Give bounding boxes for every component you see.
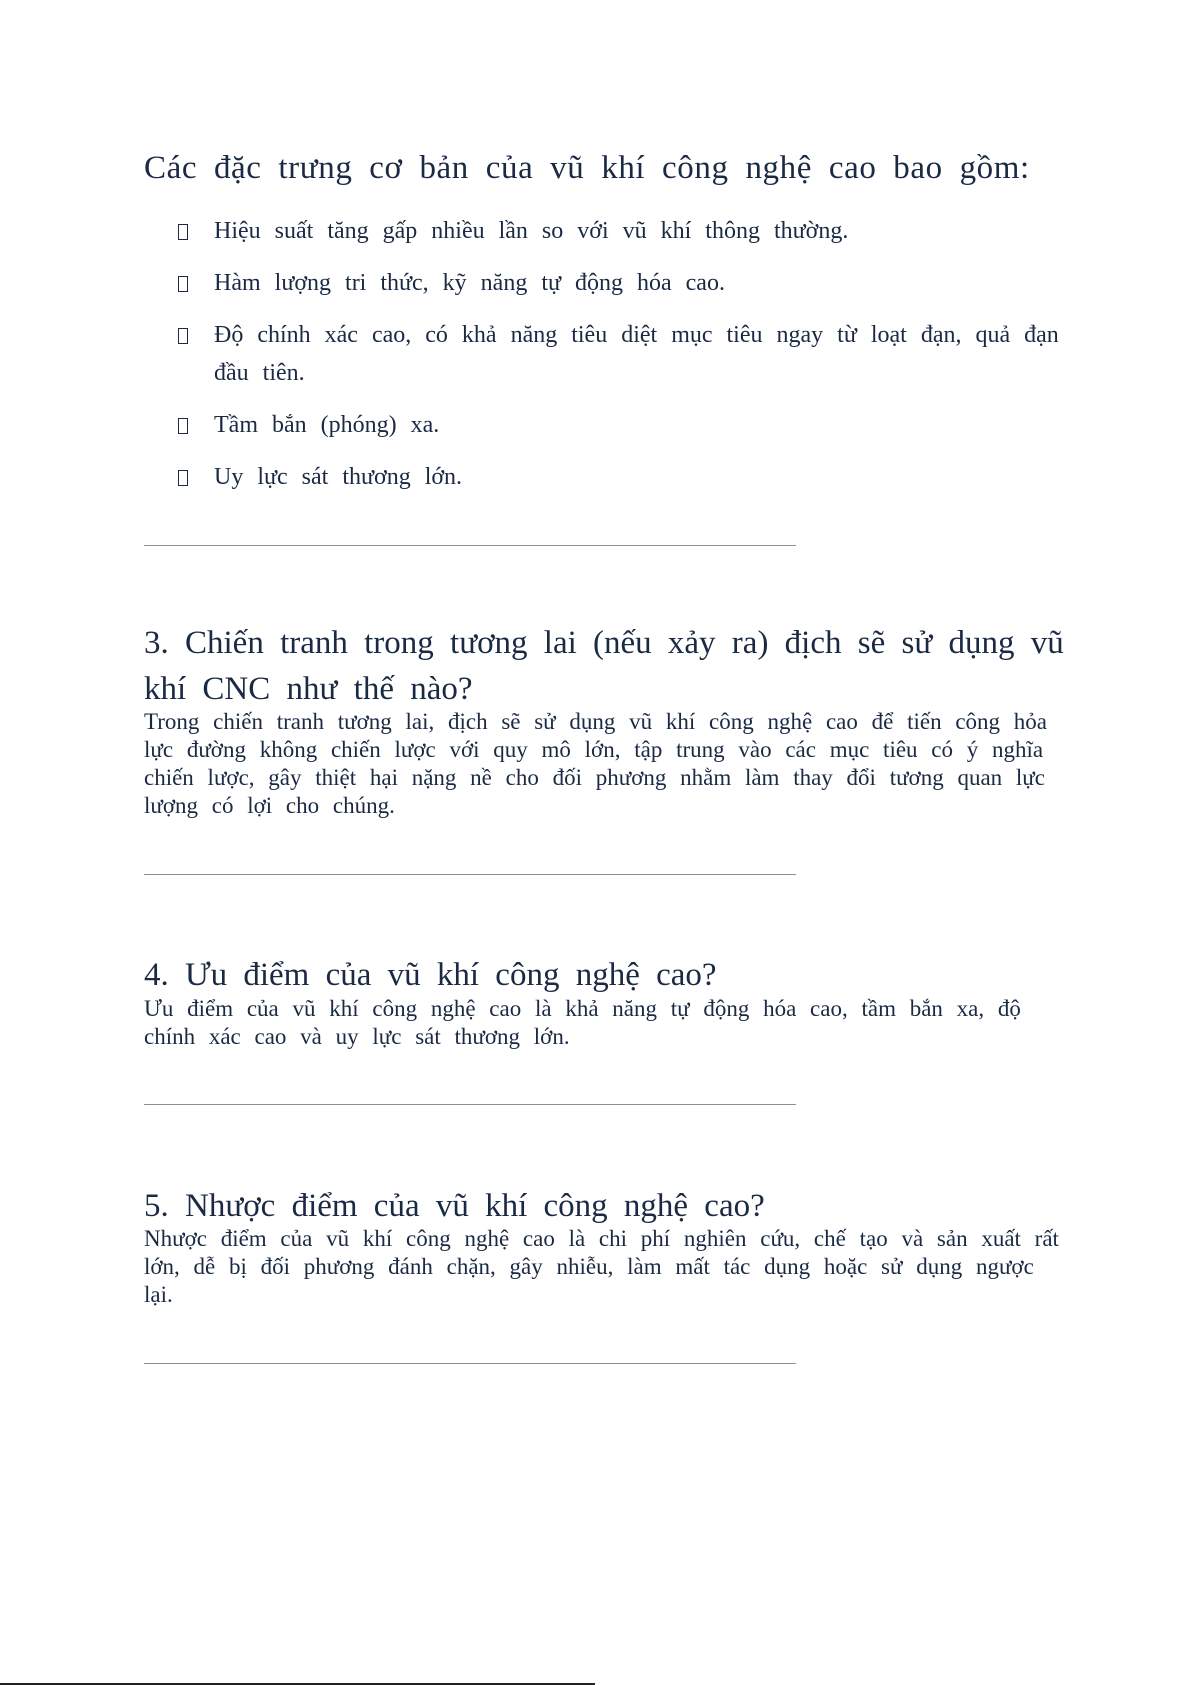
list-item: [178, 458, 1098, 496]
list-item: [178, 264, 1098, 302]
list-item-text: Độ chính xác cao, có khả năng tiêu diệt mục tiêu ngay từ loạt đạn, quả đạn đầu tiên.: [214, 322, 1059, 386]
question-3-title: 3. Chiến tranh trong tương lai (nếu xảy ra) địch sẽ sử dụng vũ khí CNC như thế nào?: [144, 625, 1064, 707]
characteristics-list: [178, 212, 1098, 510]
bullet-box-icon: [178, 470, 188, 486]
bullet-box-icon: [178, 224, 188, 240]
list-item-text: Tầm bắn (phóng) xa.: [214, 412, 440, 438]
section-divider: [144, 545, 796, 546]
section-divider: [144, 874, 796, 875]
section-divider: [144, 1104, 796, 1105]
intro-heading: Các đặc trưng cơ bản của vũ khí công nghệ cao bao gồm:: [144, 150, 1030, 186]
question-5-answer: Nhược điểm của vũ khí công nghệ cao là chi phí nghiên cứu, chế tạo và sản xuất rất lớn, dễ bị đối phương đánh chặn, gây nhiễu, làm mất tác dụng hoặc sử dụng ngược lại.: [144, 1226, 1059, 1307]
bullet-box-icon: [178, 276, 188, 292]
list-item-text: Hàm lượng tri thức, kỹ năng tự động hóa cao.: [214, 270, 725, 296]
section-divider: [144, 1363, 796, 1364]
question-4-answer: Ưu điểm của vũ khí công nghệ cao là khả năng tự động hóa cao, tầm bắn xa, độ chính xác cao và uy lực sát thương lớn.: [144, 996, 1021, 1049]
list-item-text: Hiệu suất tăng gấp nhiều lần so với vũ khí thông thường.: [214, 218, 849, 244]
bullet-box-icon: [178, 328, 188, 344]
list-item: [178, 406, 1098, 444]
question-3-answer: Trong chiến tranh tương lai, địch sẽ sử dụng vũ khí công nghệ cao để tiến công hỏa lực đường không chiến lược với quy mô lớn, tập trung vào các mục tiêu có ý nghĩa chiến lược, gây thiệt hại nặng nề cho đối phương nhằm làm thay đổi tương quan lực lượng có lợi cho chúng.: [144, 709, 1047, 818]
bullet-box-icon: [178, 418, 188, 434]
question-5-title: 5. Nhược điểm của vũ khí công nghệ cao?: [144, 1188, 765, 1224]
list-item-text: Uy lực sát thương lớn.: [214, 464, 463, 490]
list-item: [178, 212, 1098, 250]
list-item: [178, 316, 1098, 392]
question-4-title: 4. Ưu điểm của vũ khí công nghệ cao?: [144, 957, 717, 993]
